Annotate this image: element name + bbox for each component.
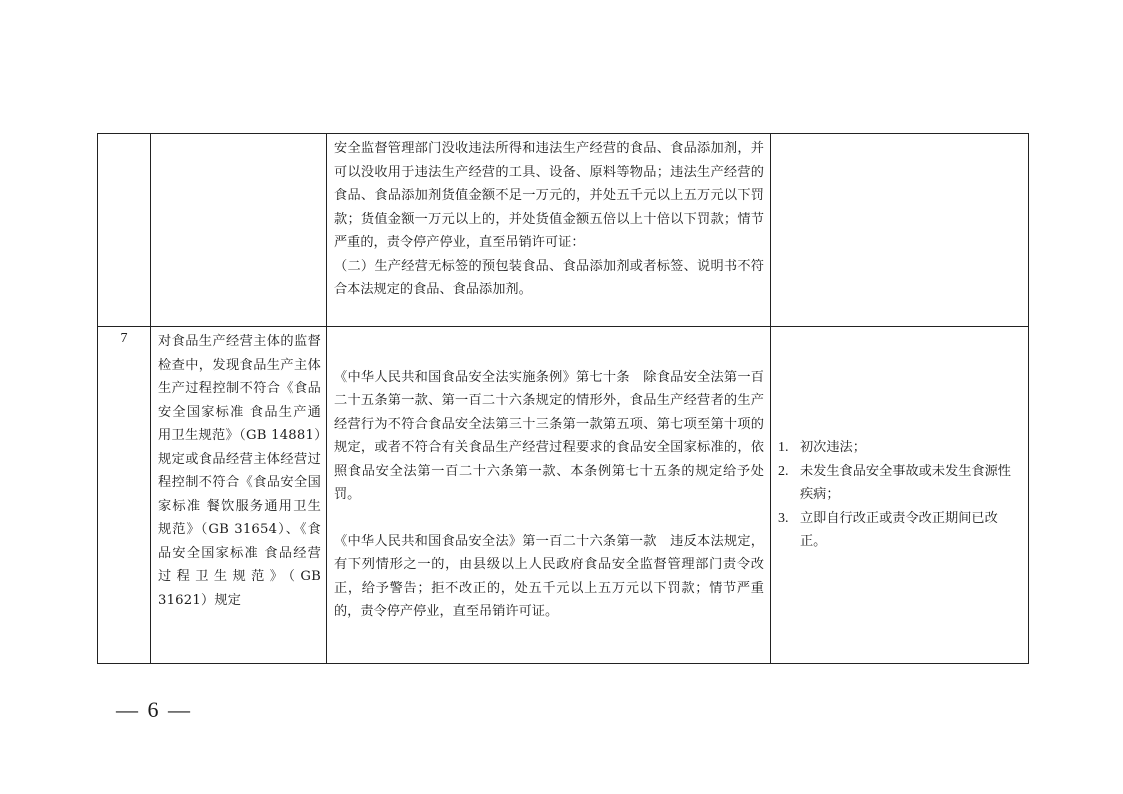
list-item-number: 1. [778, 440, 789, 456]
list-item-number: 2. [778, 463, 789, 479]
legal-basis-text: 安全监督管理部门没收违法所得和违法生产经营的食品、食品添加剂，并可以没收用于违法生产经营的工具、设备、原料等物品；违法生产经营的食品、食品添加剂货值金额不足一万元的，并处五千元以上五万元以下罚款；货值金额一万元以上的，并处货值金额五倍以上十倍以下罚款；情节严重的，责令停产停业，直至吊销许可证： [334, 141, 764, 250]
legal-basis-cell [327, 327, 771, 664]
row-number: 7 [120, 331, 128, 346]
regulation-table [97, 133, 1029, 664]
list-item-text: 初次违法； [800, 440, 866, 456]
table-row [98, 134, 1029, 327]
list-item-number: 3. [778, 510, 789, 526]
page-number: — 6 — [116, 697, 192, 722]
conditions-list [771, 436, 1028, 554]
table-row [98, 327, 1029, 664]
list-item [778, 507, 1022, 554]
legal-basis-text: 《中华人民共和国食品安全法》第一百二十六条第一款 违反本法规定，有下列情形之一的，由县级以上人民政府食品安全监督管理部门责令改正，给予警告；拒不改正的，处五千元以上五万元以下罚款；情节严重的，责令停产停业，直至吊销许可证。 [334, 533, 764, 619]
list-item-text: 未发生食品安全事故或未发生食源性疾病； [800, 463, 1011, 503]
number-cell [98, 327, 151, 664]
legal-basis-text: （二）生产经营无标签的预包装食品、食品添加剂或者标签、说明书不符合本法规定的食品、食品添加剂。 [334, 258, 764, 297]
conditions-cell [771, 134, 1029, 327]
situation-cell [151, 134, 327, 327]
number-cell [98, 134, 151, 327]
list-item [778, 436, 1022, 460]
list-item [778, 460, 1022, 507]
situation-cell [151, 327, 327, 664]
conditions-cell [771, 327, 1029, 664]
list-item-text: 立即自行改正或责令改正期间已改正。 [800, 510, 998, 550]
legal-basis-text: 《中华人民共和国食品安全法实施条例》第七十条 除食品安全法第一百二十五条第一款、第一百二十六条规定的情形外，食品生产经营者的生产经营行为不符合食品安全法第三十三条第一款第五项、第七项至第十项的规定，或者不符合有关食品生产经营过程要求的食品安全国家标准的，依照食品安全法第一百二十六条第一款、本条例第七十五条的规定给予处罚。 [334, 369, 764, 502]
situation-text: 对食品生产经营主体的监督检查中，发现食品生产主体生产过程控制不符合《食品安全国家标准 食品生产通用卫生规范》（GB 14881）规定或食品经营主体经营过程控制不符合《食品安全国家标准 餐饮服务通用卫生规范》（GB 31654）、《食品安全国家标准 食品经营过程卫生规范》（GB 31621）规定 [158, 334, 321, 608]
legal-basis-cell [327, 134, 771, 327]
